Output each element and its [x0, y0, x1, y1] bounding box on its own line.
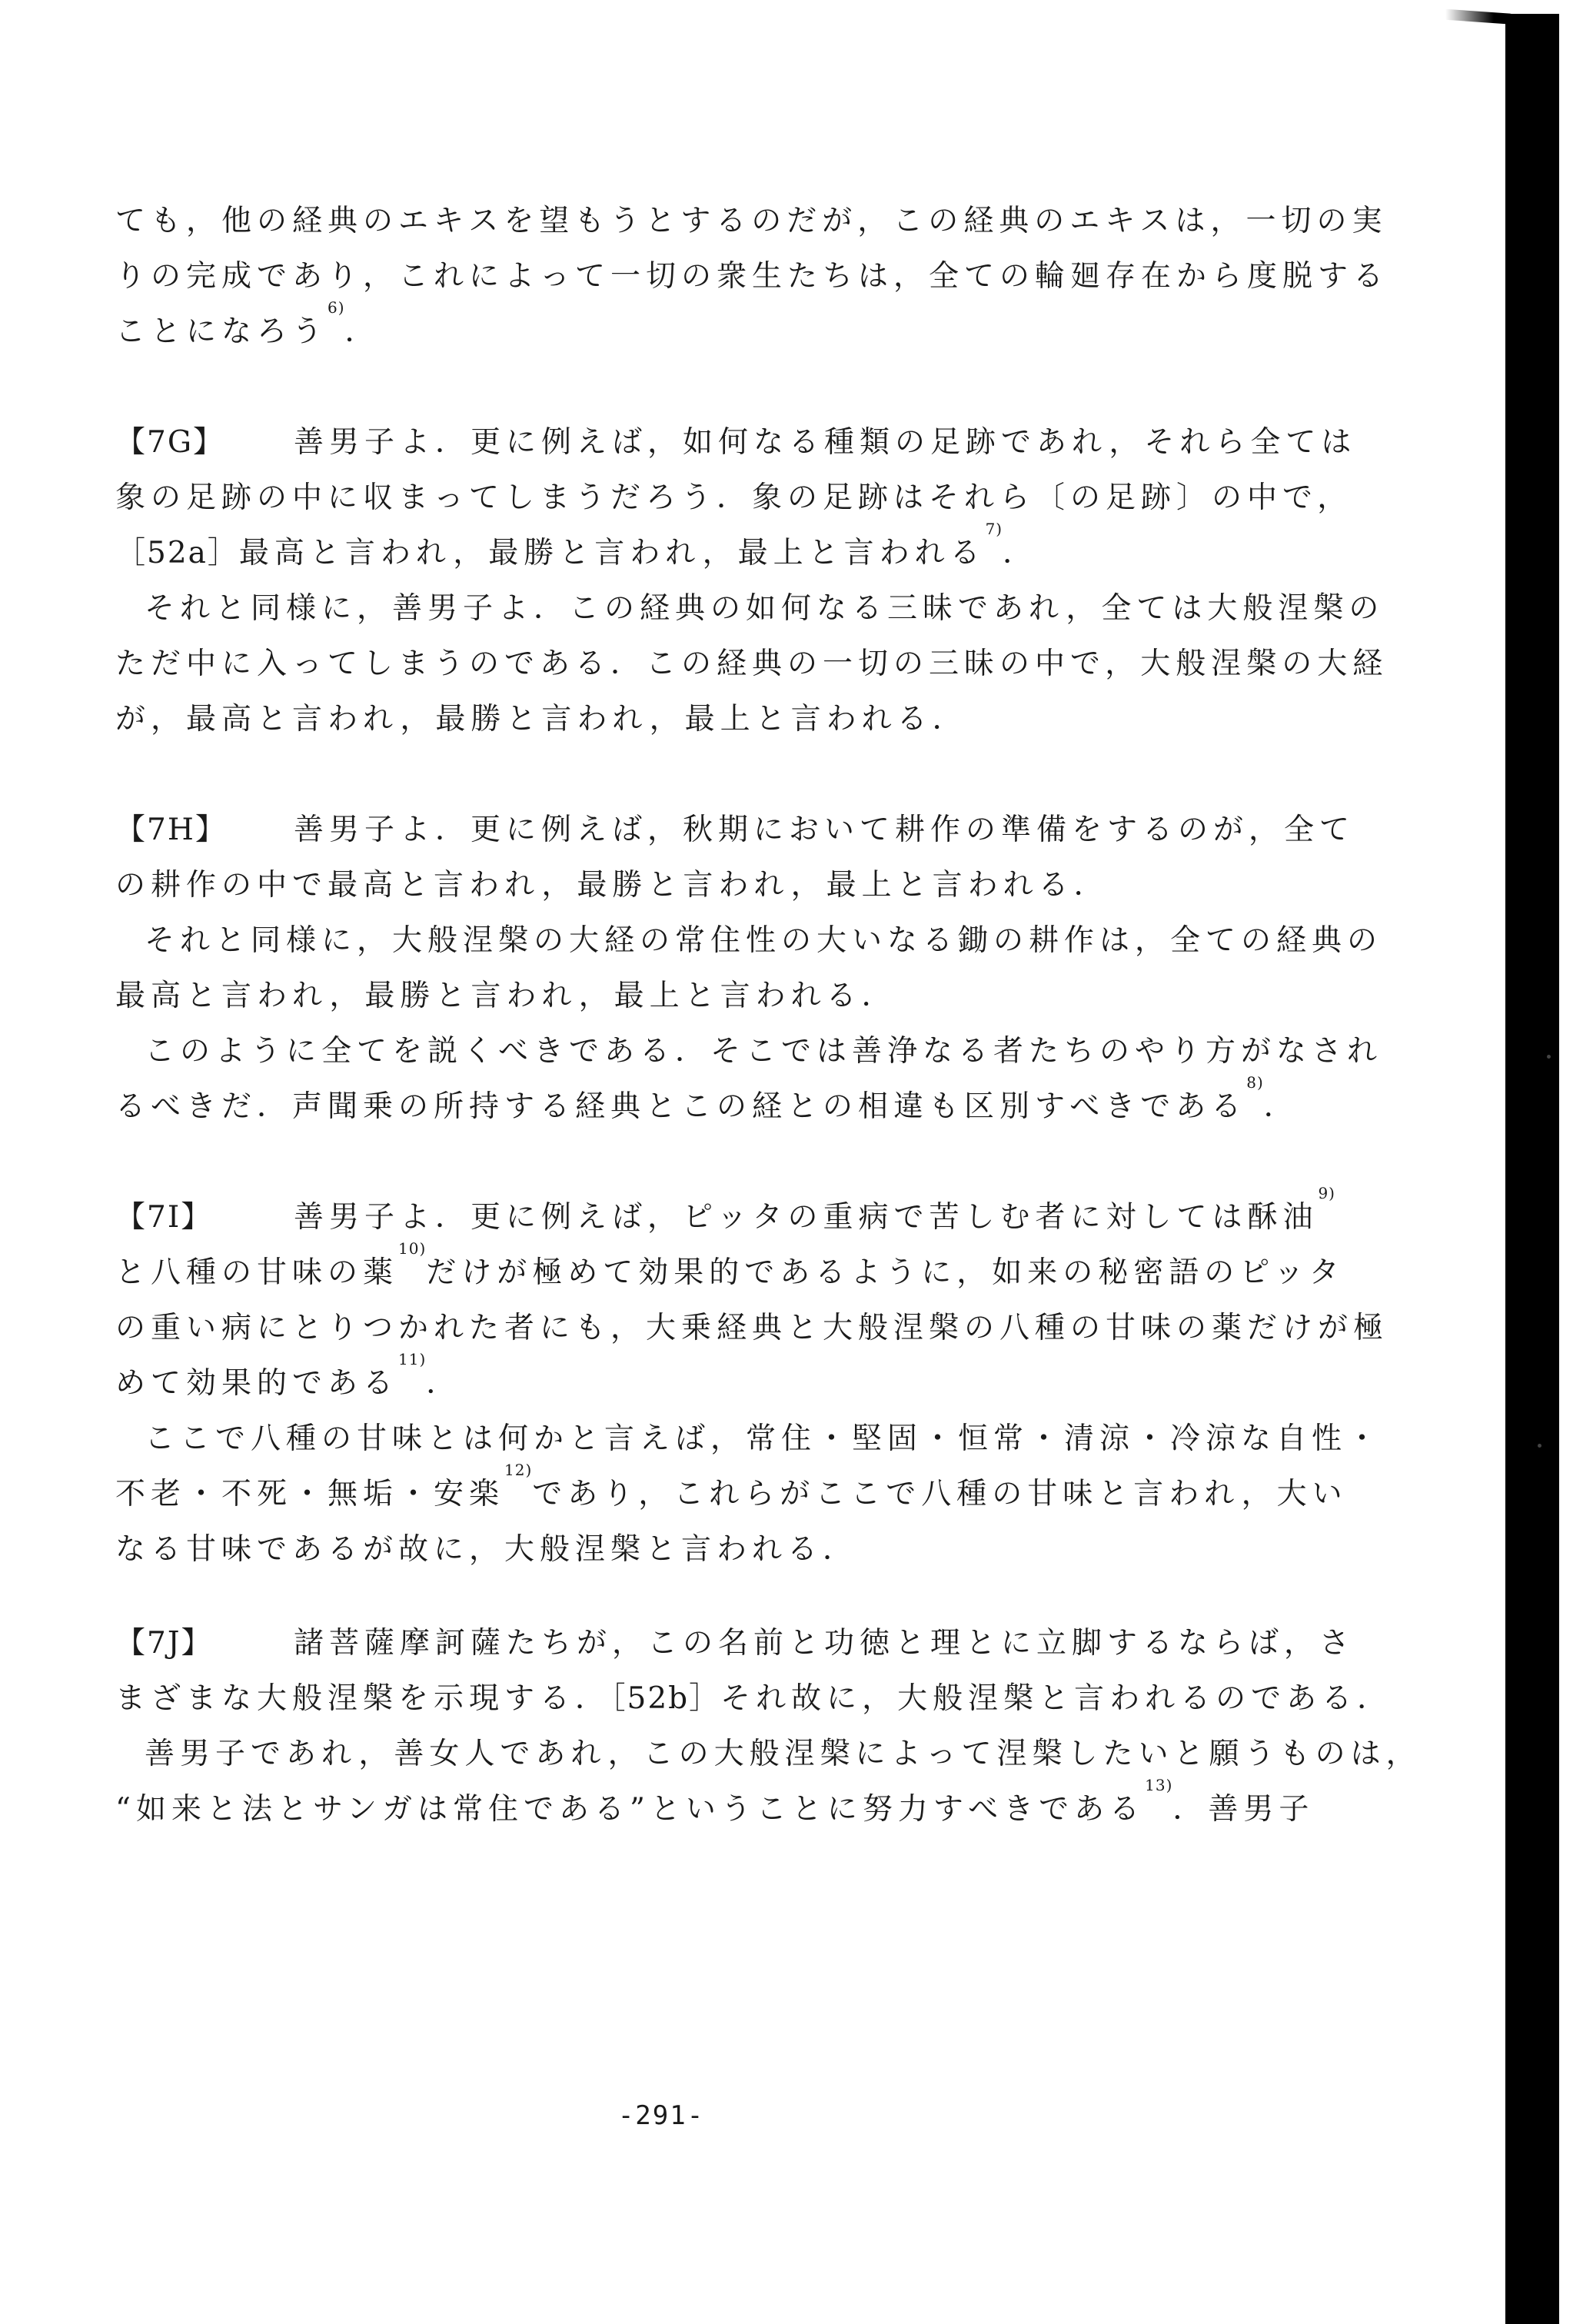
text-line: このように全てを説くべきである．そこでは善浄なる者たちのやり方がなされ — [145, 1034, 1383, 1069]
text-line — [115, 803, 1355, 858]
scan-speck — [1547, 1055, 1551, 1059]
text-line: 象の足跡の中に収まってしまうだろう．象の足跡はそれら〔の足跡〕の中で， — [115, 480, 1353, 515]
text-run: ． — [426, 1366, 462, 1401]
text-run: 不老・不死・無垢・安楽 — [115, 1477, 505, 1511]
text-line: が，最高と言われ，最勝と言われ，最上と言われる． — [115, 702, 968, 736]
text-run: それ故に，大般涅槃と言われるのである． — [720, 1681, 1393, 1716]
text-run: まざまな大般涅槃を示現する． — [115, 1681, 611, 1716]
text-line: ただ中に入ってしまうのである．この経典の一切の三昧の中で，大般涅槃の大経 — [115, 647, 1388, 681]
text-line — [115, 1616, 1355, 1671]
section-7h — [115, 803, 1383, 1135]
section-7g — [115, 415, 1388, 747]
text-line: ここで八種の甘味とは何かと言えば，常住・堅固・恒常・清涼・冷涼な自性・ — [145, 1421, 1383, 1456]
text-line — [115, 1073, 1315, 1135]
text-run: るべきだ．声聞乗の所持する経典とこの経との相違も区別すべきである — [115, 1089, 1247, 1124]
text-line: りの完成であり，これによって一切の衆生たちは，全ての輪廻存在から度脱する — [115, 259, 1389, 294]
section-marker: 【7H】 — [115, 813, 227, 847]
text-line: それと同様に，善男子よ．この経典の如何なる三昧であれ，全ては大般涅槃の — [145, 591, 1385, 626]
text-line — [115, 298, 1315, 360]
text-line: なる甘味であるが故に，大般涅槃と言われる． — [115, 1532, 859, 1567]
text-line — [115, 1461, 1348, 1522]
footnote-ref: 12) — [504, 1461, 533, 1479]
text-run: であり，これらがここで八種の甘味と言われ，大い — [532, 1477, 1348, 1511]
text-run: 善男子よ．更に例えば，如何なる種類の足跡であれ，それら全ては — [294, 425, 1357, 460]
footnote-ref: 11) — [398, 1350, 427, 1368]
section-7i — [115, 1184, 1389, 1578]
text-line: の重い病にとりつかれた者にも，大乗経典と大般涅槃の八種の甘味の薬だけが極 — [115, 1311, 1389, 1345]
text-run: 最高と言われ，最勝と言われ，最上と言われる — [238, 536, 986, 570]
footnote-ref: 6) — [328, 298, 345, 317]
text-line — [115, 1776, 1315, 1837]
footnote-ref: 8) — [1246, 1073, 1264, 1092]
footnote-ref: 9) — [1318, 1184, 1335, 1202]
binding-edge-shadow — [1505, 14, 1559, 2324]
folio-marker: ［52b］ — [610, 1681, 721, 1716]
text-run: ことになろう — [115, 314, 328, 349]
text-line: それと同様に，大般涅槃の大経の常住性の大いなる鋤の耕作は，全ての経典の — [145, 923, 1383, 958]
text-run: だけが極めて効果的であるように，如来の秘密語のピッタ — [426, 1255, 1345, 1290]
text-run: 善男子よ．更に例えば，秋期において耕作の準備をするのが，全て — [294, 813, 1355, 847]
scan-speck — [1538, 1444, 1541, 1448]
footnote-ref: 7) — [985, 520, 1003, 538]
footnote-ref: 13) — [1145, 1776, 1173, 1794]
text-run: めて効果的である — [115, 1366, 399, 1401]
text-line — [115, 520, 1315, 581]
text-line — [115, 1184, 1335, 1245]
body-text — [115, 194, 1422, 1837]
text-line — [115, 1239, 1345, 1301]
text-run: “如来と法とサンガは常住である”ということに努力すべきである — [115, 1792, 1146, 1827]
text-line: ても，他の経典のエキスを望もうとするのだが，この経典のエキスは，一切の実 — [115, 204, 1388, 238]
text-run: ．善男子 — [1172, 1792, 1315, 1827]
text-line: 善男子であれ，善女人であれ，この大般涅槃によって涅槃したいと願うものは， — [145, 1737, 1422, 1771]
text-run: 諸菩薩摩訶薩たちが，この名前と功徳と理とに立脚するならば，さ — [294, 1626, 1355, 1661]
section-marker: 【7J】 — [115, 1626, 213, 1661]
text-run: 善男子よ．更に例えば，ピッタの重病で苦しむ者に対しては酥油 — [294, 1200, 1319, 1235]
text-line — [115, 1350, 1315, 1411]
text-run: ． — [1263, 1089, 1299, 1124]
text-run: ． — [344, 314, 381, 349]
binding-edge-flare — [1445, 9, 1515, 25]
text-line: の耕作の中で最高と言われ，最勝と言われ，最上と言われる． — [115, 868, 1109, 903]
section-7j — [115, 1616, 1422, 1837]
folio-marker: ［52a］ — [115, 536, 239, 570]
text-run: ． — [1003, 536, 1039, 570]
paragraph-continuation — [115, 194, 1389, 360]
text-line: 最高と言われ，最勝と言われ，最上と言われる． — [115, 979, 897, 1013]
page-number: -291- — [617, 2100, 705, 2131]
footnote-ref: 10) — [398, 1239, 427, 1258]
text-line — [115, 1671, 1393, 1727]
section-marker: 【7I】 — [115, 1200, 213, 1235]
section-marker: 【7G】 — [115, 425, 224, 460]
text-run: と八種の甘味の薬 — [115, 1255, 399, 1290]
text-line — [115, 415, 1357, 470]
